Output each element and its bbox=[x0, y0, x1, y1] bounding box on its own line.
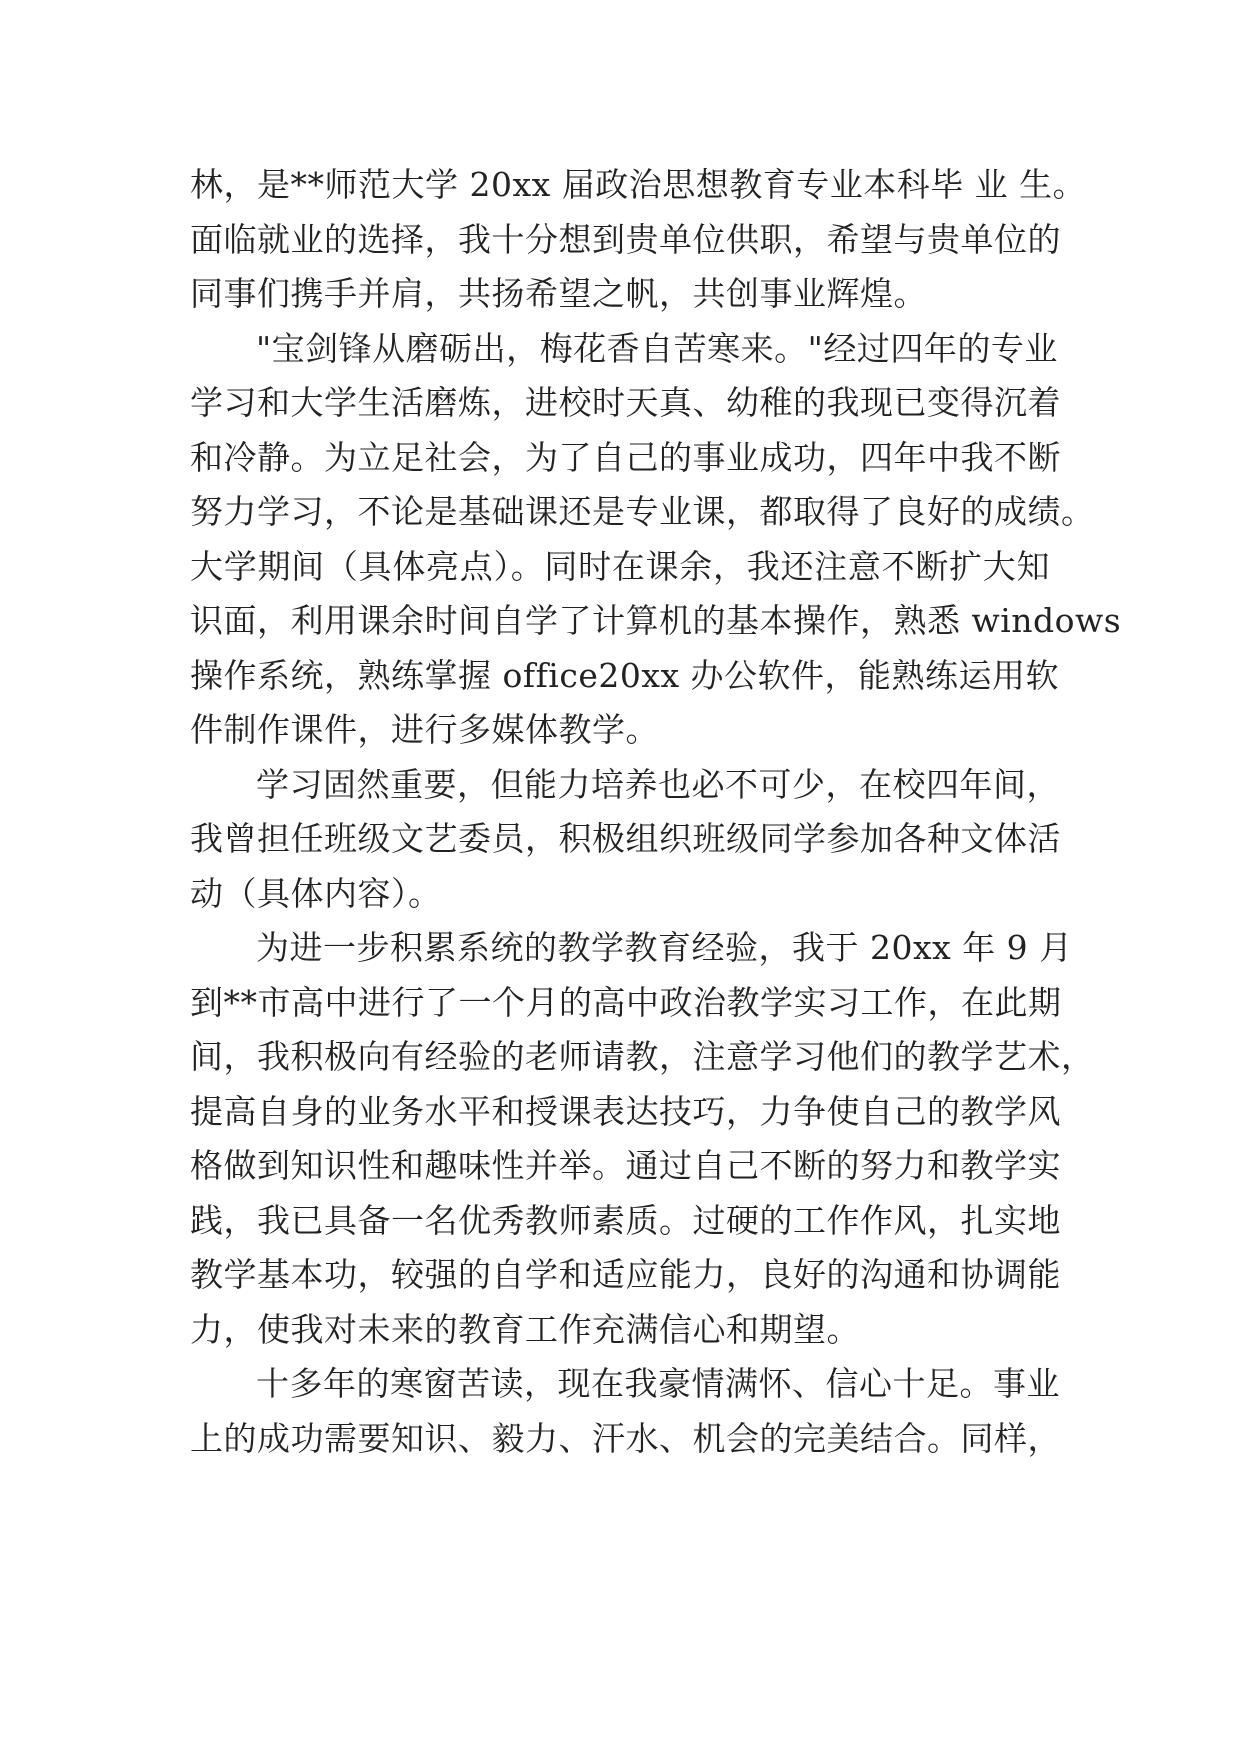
text-line: 力，使我对未来的教育工作充满信心和期望。 bbox=[190, 1309, 860, 1349]
text-line: 提高自身的业务水平和授课表达技巧，力争使自己的教学风 bbox=[190, 1091, 1061, 1131]
text-line: "宝剑锋从磨砺出，梅花香自苦寒来。"经过四年的专业 bbox=[256, 328, 1058, 368]
text-line: 践，我已具备一名优秀教师素质。过硬的工作作风，扎实地 bbox=[190, 1200, 1061, 1240]
text-line: 为进一步积累系统的教学教育经验，我于 20xx 年 9 月 bbox=[256, 928, 1073, 967]
text-line: 件制作课件，进行多媒体教学。 bbox=[190, 710, 659, 749]
text-line: 学习固然重要，但能力培养也必不可少，在校四年间， bbox=[256, 764, 1060, 804]
text-line: 到**市高中进行了一个月的高中政治教学实习工作，在此期 bbox=[190, 982, 1062, 1022]
document-body bbox=[190, 158, 1122, 1466]
text-line: 和冷静。为立足社会，为了自己的事业成功，四年中我不断 bbox=[190, 437, 1061, 477]
text-line: 面临就业的选择，我十分想到贵单位供职，希望与贵单位的 bbox=[190, 219, 1061, 259]
text-line: 上的成功需要知识、毅力、汗水、机会的完美结合。同样， bbox=[190, 1418, 1061, 1458]
text-line: 十多年的寒窗苦读，现在我豪情满怀、信心十足。事业 bbox=[256, 1364, 1060, 1403]
text-line: 教学基本功，较强的自学和适应能力，良好的沟通和协调能 bbox=[190, 1255, 1061, 1294]
text-line: 识面，利用课余时间自学了计算机的基本操作，熟悉 windows bbox=[190, 601, 1122, 640]
text-line: 努力学习，不论是基础课还是专业课，都取得了良好的成绩。 bbox=[190, 492, 1095, 531]
text-line: 学习和大学生活磨炼，进校时天真、幼稚的我现已变得沉着 bbox=[190, 383, 1061, 422]
text-line: 大学期间（具体亮点）。同时在课余，我还注意不断扩大知 bbox=[190, 546, 1050, 586]
text-line: 林，是**师范大学 20xx 届政治思想教育专业本科毕 业 生。 bbox=[190, 165, 1087, 204]
text-line: 动（具体内容）。 bbox=[190, 873, 442, 913]
text-line: 同事们携手并肩，共扬希望之帆，共创事业辉煌。 bbox=[190, 274, 927, 313]
text-line: 间，我积极向有经验的老师请教，注意学习他们的教学艺术， bbox=[190, 1037, 1095, 1076]
text-line: 我曾担任班级文艺委员，积极组织班级同学参加各种文体活 bbox=[190, 819, 1061, 858]
text-line: 格做到知识性和趣味性并举。通过自己不断的努力和教学实 bbox=[190, 1146, 1061, 1185]
text-line: 操作系统，熟练掌握 office20xx 办公软件，能熟练运用软 bbox=[190, 655, 1060, 695]
